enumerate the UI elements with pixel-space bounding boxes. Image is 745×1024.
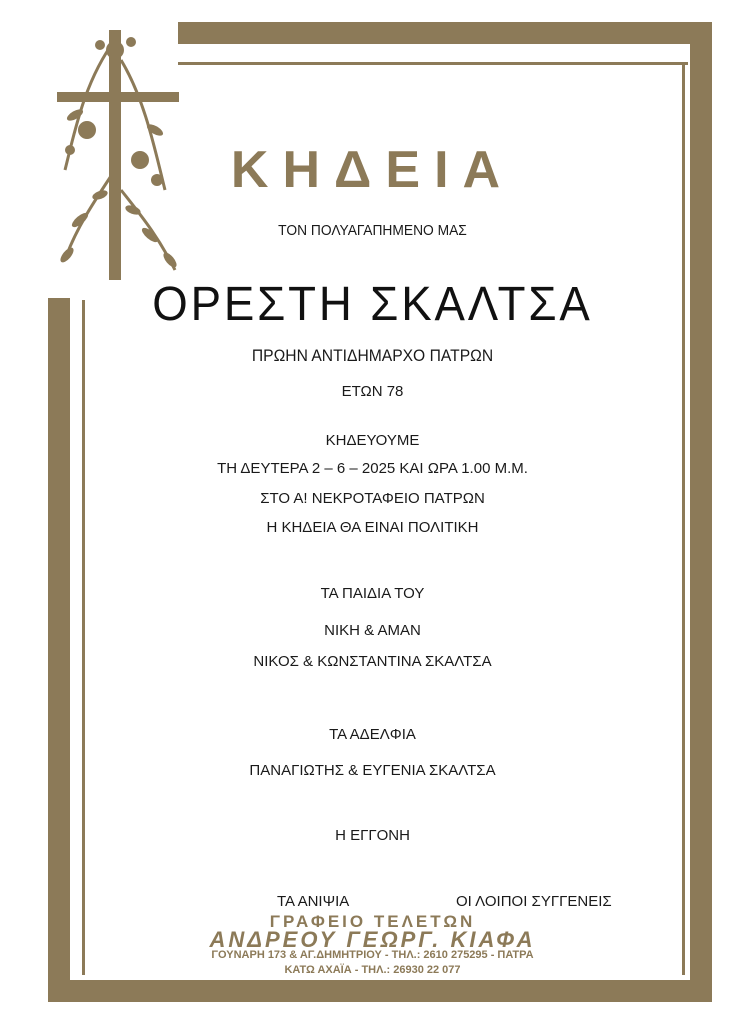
funeral-home-label: ΓΡΑΦΕΙΟ ΤΕΛΕΤΩΝ [269,912,476,931]
role-text: ΠΡΩΗΝ ΑΝΤΙΔΗΜΑΡΧΟ ΠΑΤΡΩΝ [251,346,494,365]
frame-bottom-bar [48,980,712,1002]
children-names-1: ΝΙΚΗ & ΑΜΑΝ [324,622,421,639]
frame-top-bar [178,22,712,44]
frame-inner-top-line [178,62,688,65]
siblings-heading: ΤΑ ΑΔΕΛΦΙΑ [329,726,416,743]
granddaughter-text: Η ΕΓΓΟΝΗ [335,827,410,844]
age-text: ΕΤΩΝ 78 [341,383,404,400]
intro-text: ΤΟΝ ΠΟΛΥΑΓΑΠΗΜΕΝΟ ΜΑΣ [278,222,467,239]
notice-title: ΚΗΔΕΙΑ [230,141,515,199]
funeral-home-address-2: ΚΑΤΩ ΑΧΑΪΑ - ΤΗΛ.: 26930 22 077 [284,964,461,976]
funeral-date-time: ΤΗ ΔΕΥΤΕΡΑ 2 – 6 – 2025 ΚΑΙ ΩΡΑ 1.00 Μ.Μ. [217,460,528,477]
funeral-location: ΣΤΟ Α! ΝΕΚΡΟΤΑΦΕΙΟ ΠΑΤΡΩΝ [260,490,485,507]
civil-funeral-note: Η ΚΗΔΕΙΑ ΘΑ ΕΙΝΑΙ ΠΟΛΙΤΙΚΗ [266,519,479,536]
deceased-name: ΟΡΕΣΤΗ ΣΚΑΛΤΣΑ [152,278,593,331]
funeral-heading: ΚΗΔΕΥΟΥΜΕ [325,432,420,449]
children-names-2: ΝΙΚΟΣ & ΚΩΝΣΤΑΝΤΙΝΑ ΣΚΑΛΤΣΑ [253,653,492,670]
children-heading: ΤΑ ΠΑΙΔΙΑ ΤΟΥ [320,585,425,602]
siblings-names: ΠΑΝΑΓΙΩΤΗΣ & ΕΥΓΕΝΙΑ ΣΚΑΛΤΣΑ [249,762,496,779]
other-relatives-text: ΟΙ ΛΟΙΠΟΙ ΣΥΓΓΕΝΕΙΣ [456,893,612,910]
frame-left-bar [48,298,70,1002]
funeral-home-address-1: ΓΟΥΝΑΡΗ 173 & ΑΓ.ΔΗΜΗΤΡΙΟΥ - ΤΗΛ.: 2610 275295 - ΠΑΤΡΑ [211,949,534,961]
nephews-text: ΤΑ ΑΝΙΨΙΑ [277,893,350,910]
funeral-home-name: ΑΝΔΡΕΟΥ ΓΕΩΡΓ. ΚΙΑΦΑ [209,927,536,952]
